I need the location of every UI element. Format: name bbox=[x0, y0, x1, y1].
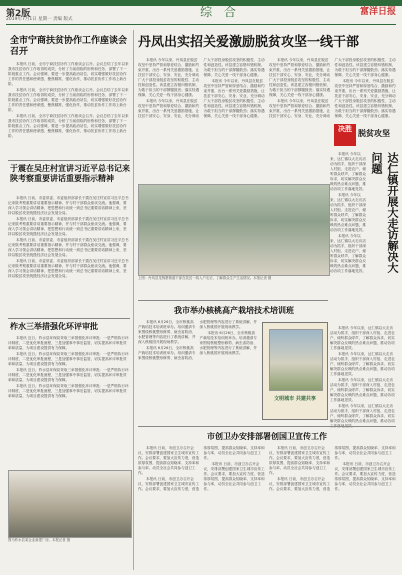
page-number: 第2版 bbox=[6, 9, 31, 19]
article7-title: 市创卫办安排部署创国卫宣传工作 bbox=[207, 432, 327, 441]
article5-body-cont: 本报讯 今年以来，达仁镇以大走访活动为抓手，组织干部深入村组、走进农户，倾听群众呼声，了解群众诉求，切实解决群众反映的热点难点问题，推动各项工作落地见效。 本报讯 今年以来，达仁镇以大走访活动为抓手，组织干部深入村组、走进农户，倾听群众呼声，了解群众诉求，切实解决群众反映的热点难点问题，推动各项工作落地见效。 本报讯 今年以来，达仁镇以大走访活动为抓手，组织干部深入村组、走进农户，倾听群众呼声，了解群众诉求，切实解决群众反映的热点难点问题，推动各项工作落地见效。 本报讯 今年以来，达仁镇以大走访活动为抓手，组织干部深入村组、走进农户，倾听群众呼声，了解群众诉求，切实解决群众反映的热点难点问题，推动各项 bbox=[330, 326, 395, 423]
article6-body: 本报讯 6月26日，全市核桃高产栽培技术培训班举办。培训邀请专家围绕核桃整形修剪、病虫害防治、水肥管理等内容进行了系统讲解，并深入核桃园开展现场教学。 本报讯 6月26日，全市核桃高产栽培技术培训班举办。培训邀请专家围绕核桃整形修剪、病虫害防治、水肥管理等内容进行了系统讲解，并深入核桃园开展现场教学。 本报讯 6月26日，全市核桃高产栽培技术培训班举办。培训邀请专家围绕核桃整形修剪、病虫害防治、水肥管理等内容进行了系统讲解，并深入核桃园开展现场教学。 bbox=[138, 320, 257, 360]
divider bbox=[8, 318, 130, 319]
section-title: 综 合 bbox=[200, 5, 240, 19]
ad-image bbox=[269, 329, 323, 391]
campaign-title: 脱贫攻坚 bbox=[358, 129, 390, 138]
ad-text: 文明城市 共建共享 bbox=[274, 396, 316, 402]
article1-title: 全市宁商扶贫协作工作座谈会召开 bbox=[10, 36, 128, 57]
article5-title: 达仁镇开展大走访解决大问题 bbox=[370, 152, 399, 273]
article1-body: 本报讯 日前，全市宁商扶贫协作工作座谈会召开。会议总结了去年以来我市扶贫协作工作取得的成效，分析了当前面临的形势和任务，部署了下一阶段重点工作。会议强调，要进一步提高政治站位，切实增强做好扶贫协作工作的责任感和使命感，聚焦精准，强化协作，推动扶贫协作工作再上新台阶。 本报讯 日前，全市宁商扶贫协作工作座谈会召开。会议总结了去年以来我市扶贫协作工作取得的成效，分析了当前面临的形势和任务，部署了下一阶段重点工作。会议强调，要进一步提高政治站位，切实增强做好扶贫协作工作的责任感和使命感，聚焦精准，强化协作，推动扶贫协作工作再上新台阶。 本报讯 日前，全市宁商扶贫协作工作座谈会召开。会议总结了去年以来我市扶贫协作工作取得的成效，分析了当前面临的形势和任务，部署了下一阶段重点工作。会议强调，要进一步提高政治站位，切实增强做好扶贫协作工作的责任感和使命感，聚焦精准，强化协作，推动扶贫协作工作再上新台阶。 bbox=[8, 62, 129, 138]
campaign-badge: 决胜 bbox=[334, 124, 356, 146]
main-photo-caption: 上图：丹凤县龙驹寨街道干部在扶贫一线入户走访，了解群众生产生活情况。本报记者 摄 bbox=[138, 276, 272, 280]
article3-title: 柞水三举措强化环评审批 bbox=[10, 322, 98, 331]
divider bbox=[8, 160, 130, 161]
factory-photo bbox=[8, 470, 132, 538]
divider bbox=[138, 426, 396, 427]
article6-title: 我市举办核桃高产栽培技术培训班 bbox=[174, 306, 294, 315]
article2-title: 于震在吴庄村宣讲习近平总书记来陕考察重要讲话重要指示精神 bbox=[10, 164, 130, 183]
column-divider bbox=[133, 30, 134, 570]
newspaper-logo: 富洋日报 bbox=[359, 7, 396, 17]
article7-body: 本报讯 日前，市创卫办召开会议，安排部署创建国家卫生城市宣传工作。会议要求，要加大宣传力度，营造浓厚氛围，提高群众知晓率、支持率和参与率，动员全社会共同参与创卫工作。 本报讯 日前，市创卫办召开会议，安排部署创建国家卫生城市宣传工作。会议要求，要加大宣传力度，营造浓厚氛围，提高群众知晓率、支持率和参与率，动员全社会共同参与创卫工作。 本报讯 日前，市创卫办召开会议，安排部署创建国家卫生城市宣传工作。会议要求，要加大宣传力度，营造浓厚氛围，提高群众知晓率、支持率和参与率，动员全社会共同参与创卫工作。 本报讯 日前，市创卫办召开会议，安排部署创建国家卫生城市宣传工作。会议要求，要加大宣传力度，营造浓厚氛围，提高群众知晓率、支持率和参与率，动员全社会共同参与创卫工作。 本报讯 日前，市创卫办召开会议，安排部署创建国家卫生城市宣传工作。会议要求，要加大宣传力度，营造浓厚氛围，提高群众知晓率、支持率和参与率，动员全社会共同参与创卫工作。 本报讯 日前，市创卫办召开会议，安排部署创建国家卫生城市宣传工作。会议要求，要加大宣传力度，营造浓厚氛围，提高群众知晓率、支持率和参与率，动员全社会共同参与创卫工作。 bbox=[138, 446, 396, 491]
ad-box bbox=[262, 322, 328, 420]
article4-title: 丹凤出实招关爱激励脱贫攻坚一线干部 bbox=[138, 35, 360, 50]
article2-body: 本报讯 日前，市委常委、市委组织部部长于震在吴庄村宣讲习近平总书记来陕考察重要讲话重要指示精神，并与村干部群众座谈交流。他强调，要深入学习领会讲话精神，把思想和行动统一到总书记重要讲话精神上来，坚持以脱贫攻坚统揽经济社会发展全局。 本报讯 日前，市委常委、市委组织部部长于震在吴庄村宣讲习近平总书记来陕考察重要讲话重要指示精神，并与村干部群众座谈交流。他强调，要深入学习领会讲话精神，把思想和行动统一到总书记重要讲话精神上来，坚持以脱贫攻坚统揽经济社会发展全局。 本报讯 日前，市委常委、市委组织部部长于震在吴庄村宣讲习近平总书记来陕考察重要讲话重要指示精神，并与村干部群众座谈交流。他强调，要深入学习领会讲话精神，把思想和行动统一到总书记重要讲话精神上来，坚持以脱贫攻坚统揽经济社会发展全局。 本报讯 日前，市委常委、市委组织部部长于震在吴庄村宣讲习近平总书记来陕考察重要讲话重要指示精神，并与村干部群众座谈交流。他强调，要深入学习领会讲话精神，把思想和行动统一到总书记重要讲话精神上来，坚持以脱贫攻坚统揽经济社会发展全局。 bbox=[8, 196, 129, 278]
article3-body: 本报讯 近日，柞水县环保局采取三举措强化环评审批：一是严格执行环评制度，二是优化审批流程，三是加强事中事后监管，切实提高环评审批效率和质量，为项目建设提供有力保障。 本报讯 近日，柞水县环保局采取三举措强化环评审批：一是严格执行环评制度，二是优化审批流程，三是加强事中事后监管，切实提高环评审批效率和质量，为项目建设提供有力保障。 本报讯 近日，柞水县环保局采取三举措强化环评审批：一是严格执行环评制度，二是优化审批流程，三是加强事中事后监管，切实提高环评审批效率和质量，为项目建设提供有力保障。 本报讯 近日，柞水县环保局采取三举措强化环评审批：一是严格执行环评制度，二是优化审批流程，三是加强事中事后监管，切实提高环评审批效率和质量，为项目建设提供有力保障。 bbox=[8, 336, 129, 398]
sub-header: 2019年7月1日 星期一 责编 版式 bbox=[6, 16, 396, 25]
main-photo bbox=[138, 184, 330, 276]
divider bbox=[138, 300, 328, 301]
article4-body: 本报讯 今年以来，丹凤县在脱贫攻坚中坚持严管和厚爱结合、激励和约束并重，出台一系列关爱激励措施，让扶贫干部安心、安身、安业，充分调动广大干部投身脱贫攻坚的积极性、主动性和创造性。该县建立容错纠错机制，为敢于担当的干部撑腰鼓劲；落实待遇保障，关心关爱一线干部身心健康。 本报讯 今年以来，丹凤县在脱贫攻坚中坚持严管和厚爱结合、激励和约束并重，出台一系列关爱激励措施，让扶贫干部安心、安身、安业，充分调动广大干部投身脱贫攻坚的积极性、主动性和创造性。该县建立容错纠错机制，为敢于担当的干部撑腰鼓劲；落实待遇保障，关心关爱一线干部身心健康。 本报讯 今年以来，丹凤县在脱贫攻坚中坚持严管和厚爱结合、激励和约束并重，出台一系列关爱激励措施，让扶贫干部安心、安身、安业，充分调动广大干部投身脱贫攻坚的积极性、主动性和创造性。该县建立容错纠错机制，为敢于担当的干部撑腰鼓劲；落实待遇保障，关心关爱一线干部身心健康。 本报讯 今年以来，丹凤县在脱贫攻坚中坚持严管和厚爱结合、激励和约束并重，出台一系列关爱激励措施，让扶贫干部安心、安身、安业，充分调动广大干部投身脱贫攻坚的积极性、主动性和创造性。该县建立容错纠错机制，为敢于担当的干部撑腰鼓劲；落实待遇保障，关心关爱一线干部身心健康。 本报讯 今年以来，丹凤县在脱贫攻坚中坚持严管和厚爱结合、激励和约束并重，出台一系列关爱激励措施，让扶贫干部安心、安身、安业，充分调动广大干部投身脱贫攻坚的积极性、主动性和创造性。该县建立容错纠错机制，为敢于担当的干部撑腰鼓劲；落实待遇保障，关心关爱一线干部身心健康。 本报讯 今年以来，丹凤县在脱贫攻坚中坚持严管和厚爱结合、激励和约束并重，出台一系列关爱激励措施，让扶贫干部安心、安身、安业，充分调动广大干部投身脱贫攻坚的积极性、主动性和创造性。该县建立容错纠错机制，为敢于担当的干部撑腰鼓劲；落实待遇保障，关心关爱一线干部身心健康。 bbox=[138, 58, 396, 118]
article5-body: 本报讯 今年以来，达仁镇以大走访活动为抓手，组织干部深入村组、走进农户，倾听群众呼声，了解群众诉求，切实解决群众反映的热点难点问题，推动各项工作落地见效。 本报讯 今年以来，达仁镇以大走访活动为抓手，组织干部深入村组、走进农户，倾听群众呼声，了解群众诉求，切实解决群众反映的热点难点问题，推动各项工作落地见效。 本报讯 今年以来，达仁镇以大走访活动为抓手，组织干部深入村组、走进农户，倾听群众呼声，了解群众诉求，切实解决群众反映的热点难点问题，推动各项工作落地见效。 bbox=[330, 152, 366, 273]
photo-caption: 图为柞水县某企业新建厂房。本报记者 摄 bbox=[8, 538, 71, 542]
